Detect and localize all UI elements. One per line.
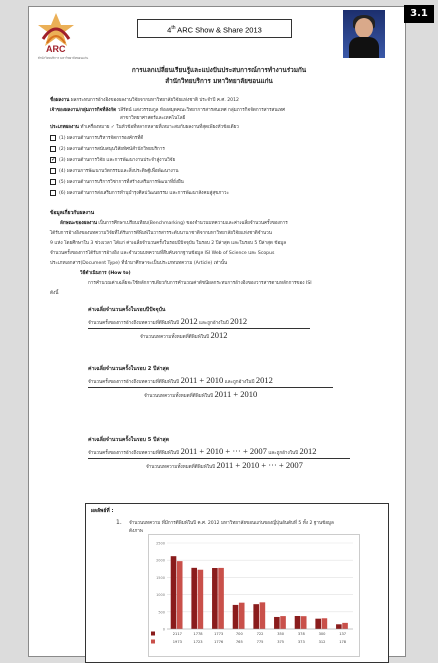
y-tick-label: 1000 (156, 593, 165, 598)
chart-bar (336, 624, 342, 629)
data-table-cell: 375 (277, 640, 285, 644)
chart-bar (280, 616, 286, 629)
category-checkbox[interactable] (50, 168, 56, 174)
category-label: (6) ผลงานด้านการส่งเสริมการทำนุบำรุงศิลปวัฒนธรรม และการพัฒนาสังคมสู่สุขภาวะ (59, 191, 229, 196)
chart-bar (233, 605, 239, 629)
logo-subtitle: สำนักวิทยบริการ มหาวิทยาลัยขอนแก่น (37, 56, 89, 60)
chart-bar (191, 568, 197, 629)
chart-bar (218, 568, 224, 629)
type-row: ประเภทผลงาน ทำเครื่องหมาย ✓ ในหัวข้อที่หลากหลายที่เหมาะสมกับผลงานที่สุดเพียงหัวข้อเดียว (50, 125, 239, 130)
data-table-cell: 1773 (214, 632, 224, 636)
page-number-badge: 3.1 (404, 5, 434, 23)
data-table-cell: 137 (339, 632, 347, 636)
document-title: การแลกเปลี่ยนเรียนรู้และแบ่งปันประสบการณ์การทำงานร่วมกัน (131, 66, 307, 74)
data-table-cell: 378 (297, 632, 305, 636)
data-table-cell: 1723 (193, 640, 203, 644)
formula-label: ค่าเฉลี่ยจำนวนครั้งในรอบปีปัจจุบัน (88, 307, 166, 313)
legend-swatch (151, 632, 155, 636)
data-table-cell: 775 (256, 640, 264, 644)
work-name-row: ชื่อผลงาน ผลกระทบการอ้างอิงของผลงานวิจัยจากมหาวิทยาลัยวิจัยแห่งชาติ ประจำปี ค.ศ. 2012 (50, 98, 239, 103)
chart-bar (342, 623, 348, 629)
logo-text: ARC (46, 44, 66, 54)
category-label: (5) ผลงานด้านการบริการวิชาการที่สร้างเสริมการพัฒนาที่ยั่งยืน (59, 180, 184, 185)
y-tick-label: 1500 (156, 575, 165, 580)
result-item-text: จำนวนบทความ ที่มีการตีพิมพ์ในปี ค.ศ. 2012 มหาวิทยาลัยขอนแก่นของญี่ปุ่นอันดับที่ 5 ทั้ง 2 ฐานข้อมูล (129, 521, 334, 526)
bar-chart (149, 535, 359, 656)
chart-bar (212, 568, 218, 629)
chart-bar (315, 619, 321, 629)
info-paragraph-line: ลักษณะของผลงาน เป็นการศึกษาเปรียบเทียบ(Benchmarking) ของจำนวนบทความและค่าเฉลี่ยจำนวนครั้งของการ (60, 221, 288, 226)
owner-row-cont: สาขาวิทยาศาสตร์และเทคโนโลยี (120, 116, 186, 121)
method-heading: วิธีดำเนินการ (How to) (80, 271, 131, 276)
formula-label: ค่าเฉลี่ยจำนวนครั้งในรอบ 2 ปีล่าสุด (88, 366, 170, 372)
y-tick-label: 500 (158, 610, 165, 615)
chart-bar (198, 570, 204, 629)
chart-bar (239, 603, 245, 629)
author-photo (343, 10, 385, 58)
category-label: (4) ผลงานการพัฒนานวัตกรรมและสิ่งประดิษฐ์เพื่อพัฒนางาน (59, 169, 179, 174)
chart-bar (295, 616, 301, 629)
y-tick-label: 2500 (156, 541, 165, 546)
category-checkbox[interactable] (50, 179, 56, 185)
data-table-cell: 1778 (193, 632, 203, 636)
data-table-cell: 722 (256, 632, 264, 636)
legend-swatch (151, 640, 155, 644)
chart-bar (322, 618, 328, 629)
category-label: (2) ผลงานด้านการสนับสนุนวิสัยทัศน์สำนักวิทยบริการ (59, 147, 165, 152)
info-paragraph-line: 9 แห่ง โดยศึกษาใน 3 ช่วงเวลา ได้แก่ ค่าเฉลี่ยจำนวนครั้งในรอบปีปัจจุบัน ในรอบ 2 ปีล่าสุด และในรอบ 5 ปีล่าสุด ข้อมูล (50, 241, 287, 246)
category-label: (3) ผลงานด้านการวิจัย และการพัฒนางานประจำสู่งานวิจัย (59, 158, 176, 163)
result-item-text-cont: ดังภาพ (129, 529, 143, 534)
formula-label: ค่าเฉลี่ยจำนวนครั้งในรอบ 5 ปีล่าสุด (88, 437, 170, 443)
method-line: ดังนี้ (50, 291, 59, 296)
result-heading: ผลลัพธ์ที่ : (91, 508, 114, 514)
data-table-cell: 300 (318, 632, 326, 636)
chart-bar (260, 602, 266, 629)
method-line: การคำนวณค่าเฉลี่ยจะใช้หลักการเดียวกับการคำนวณค่าดัชนีผลกระทบการอ้างอิงของวารสารตามหลักการของ ISI (88, 281, 312, 286)
info-paragraph-line: จำนวนครั้งของการได้รับการอ้างอิง และจำนวนบทความที่สืบค้นจากฐานข้อมูล ISI Web of Science และ Scopus (50, 251, 275, 256)
info-heading: ข้อมูลเกี่ยวกับผลงาน (50, 210, 95, 216)
data-table-cell: 1973 (172, 640, 182, 644)
event-banner: 4th ARC Show & Share 2013 (137, 19, 292, 38)
result-item-number: 1. (116, 519, 122, 526)
data-table-cell: 1776 (214, 640, 224, 644)
data-table-cell: 178 (339, 640, 347, 644)
category-checkbox-checked[interactable]: ✓ (51, 156, 57, 163)
y-tick-label: 0 (162, 627, 165, 632)
data-table-cell: 765 (235, 640, 243, 644)
chart-bar (253, 604, 259, 629)
owner-row: เจ้าของผลงาน/กลุ่มภารกิจที่สังกัด วลีรัตน์ แสงวรรณกูล ห้องสมุดคณะวิทยาการสารสนเทศ กลุ่มภารกิจจัดการสารสนเทศ (50, 108, 286, 113)
chart-bar (301, 616, 307, 629)
category-label: (1) ผลงานด้านการบริหารจัดการองค์กรที่ดี (59, 136, 144, 141)
chart-container (148, 534, 360, 657)
data-table-cell: 312 (318, 640, 326, 644)
chart-bar (274, 617, 280, 629)
data-table-cell: 350 (277, 632, 285, 636)
category-checkbox[interactable] (50, 190, 56, 196)
info-paragraph-line: ได้รับการอ้างอิงของบทความวิจัยที่ได้รับการตีพิมพ์ในวารสารระดับนานาชาติจากมหาวิทยาลัยวิจัยแห่งชาติจำนวน (50, 231, 272, 236)
data-table-cell: 2117 (172, 632, 182, 636)
category-checkbox[interactable] (50, 146, 56, 152)
document-subtitle: สำนักวิทยบริการ มหาวิทยาลัยขอนแก่น (165, 77, 273, 85)
data-table-cell: 700 (235, 632, 243, 636)
chart-bar (177, 561, 183, 629)
y-tick-label: 2000 (156, 558, 165, 563)
chart-bar (171, 556, 177, 629)
data-table-cell: 373 (297, 640, 305, 644)
info-paragraph-line: ประเภทเอกสาร(Document Type) ที่นำมาศึกษาจะเป็นประเภทบทความ (Article) เท่านั้น (50, 261, 228, 266)
category-checkbox[interactable] (50, 135, 56, 141)
